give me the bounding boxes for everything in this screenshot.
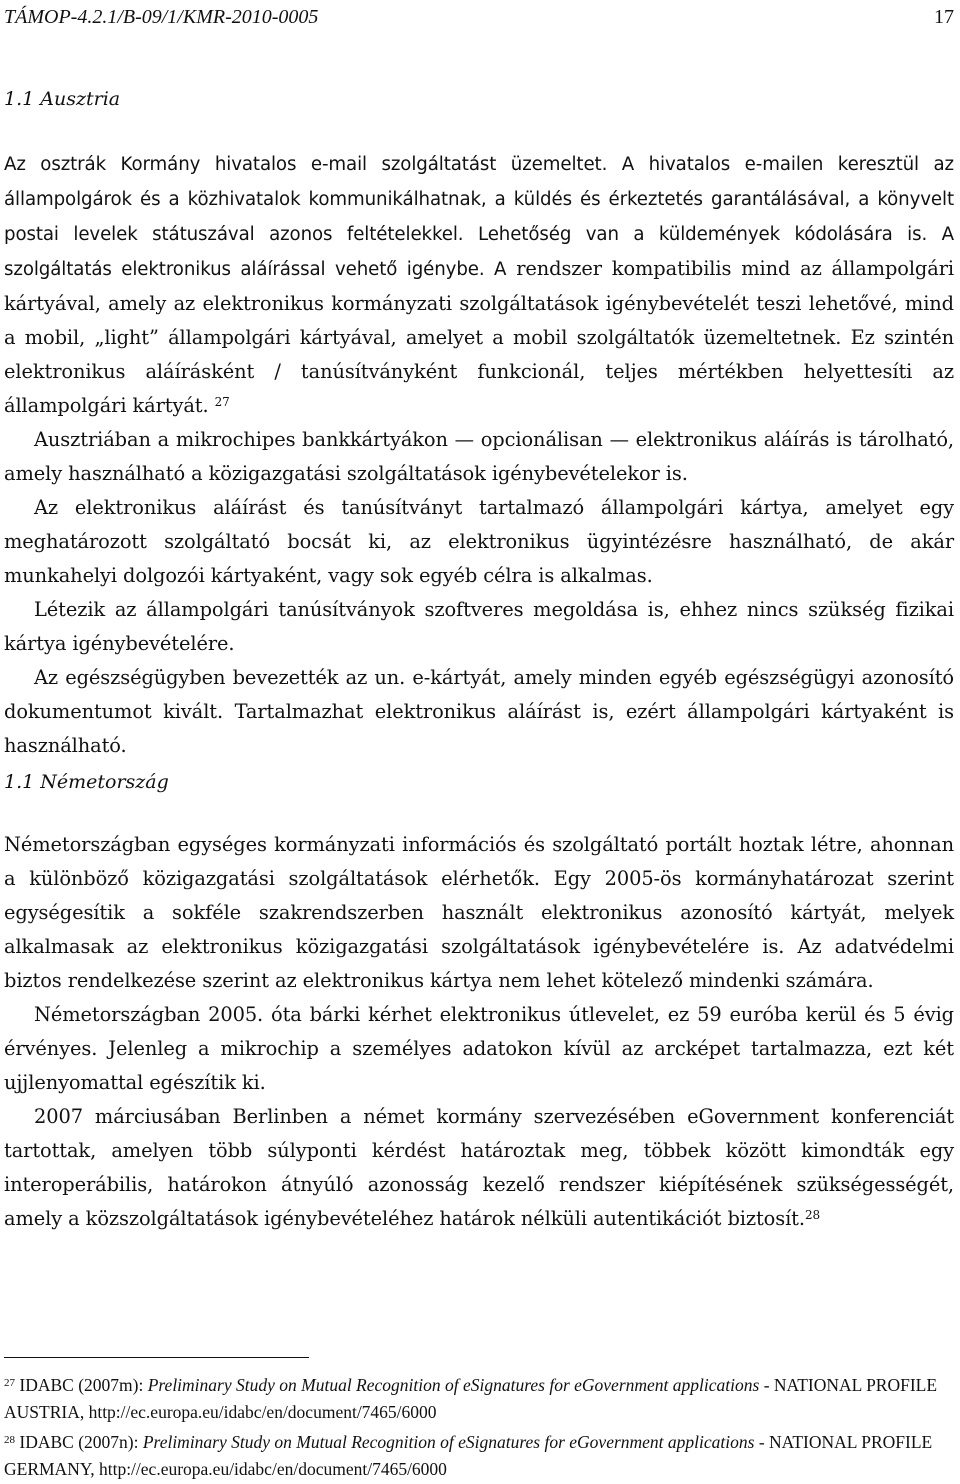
paragraph [4,1100,954,1236]
footnote-number: 28 [4,1434,15,1446]
paragraph: Létezik az állampolgári tanúsítványok szoftveres megoldása is, ehhez nincs szükség fizikai kártya igénybevételére. [4,598,954,655]
project-code: TÁMOP-4.2.1/B-09/1/KMR-2010-0005 [4,6,319,28]
footnote-prefix: IDABC (2007n): [19,1432,143,1452]
paragraph-serif-part: rendszer kompatibilis mind az állampolgári kártyával, amely az elektronikus kormányzati szolgáltatások igénybevételét teszi lehetővé, mind a mobil, „light” állampolgári kártyával, amelyet a mobil szolgáltatók üzemeltetnek. Ez szintén elektronikus aláírásként / tanúsítványként funkcionál, teljes mértékben helyettesíti az állampolgári kártyát. [4,257,954,417]
paragraph: Németországban egységes kormányzati információs és szolgáltató portált hoztak létre, ahonnan a különböző közigazgatási szolgáltatások elérhetők. Egy 2005-ös kormányhatározat szerint egységesítik a sokféle szakrendszerben használt elektronikus azonosító kártyát, melyek alkalmasak az elektronikus közigazgatási szolgáltatások igénybevételére is. Az adatvédelmi biztos rendelkezése szerint az elektronikus kártya nem lehet kötelező mindenki számára. [4,833,954,992]
footnote-number: 27 [4,1377,15,1389]
section-heading-austria: 1.1 Ausztria [4,88,121,110]
footnote-prefix: IDABC (2007m): [19,1375,148,1395]
section-body-germany [4,828,954,1236]
footnote-separator [4,1357,309,1358]
section-heading-germany: 1.1 Németország [4,771,169,793]
paragraph: Az egészségügyben bevezették az un. e-kártyát, amely minden egyéb egészségügyi azonosító dokumentumot kivált. Tartalmazhat elektronikus aláírást is, ezért állampolgári kártyaként is használható. [4,666,954,757]
page-number: 17 [934,6,954,28]
paragraph [4,147,954,423]
paragraph: Németországban 2005. óta bárki kérhet elektronikus útlevelet, ez 59 euróba kerül és 5 évig érvényes. Jelenleg a mikrochip a személyes adatokon kívül az arcképet tartalmazza, ezt két ujjlenyomattal egészítik ki. [4,1003,954,1094]
footnote-title: Preliminary Study on Mutual Recognition of eSignatures for eGovernment applications [142,1432,755,1452]
paragraph-sans-part: Az osztrák Kormány hivatalos e-mail szolgáltatást üzemeltet. A hivatalos e-mailen keresztül az állampolgárok és a közhivatalok kommunikálhatnak, a küldés és érkeztetés garantálásával, a könyvelt postai levelek státuszával azonos feltételekkel. Lehetőség van a küldemények kódolására is. A szolgáltatás elektronikus aláírással vehető igénybe. A [4,154,954,280]
footnote-ref-28[interactable]: 28 [804,1208,821,1222]
paragraph-text: 2007 márciusában Berlinben a német kormány szervezésében eGovernment konferenciát tartottak, amelyen több súlyponti kérdést határoztak meg, többek között kimondták egy interoperábilis, határokon átnyúló azonosság kezelő rendszer kiépítésének szükségességét, amely a közszolgáltatások igénybevételéhez határok nélküli autentikációt biztosít. [4,1105,954,1230]
footnote-title: Preliminary Study on Mutual Recognition of eSignatures for eGovernment applications [147,1375,760,1395]
footnote-28 [4,1429,954,1483]
paragraph: Ausztriában a mikrochipes bankkártyákon — opcionálisan — elektronikus aláírás is tárolható, amely használható a közigazgatási szolgáltatások igénybevételekor is. [4,428,954,485]
footnote-ref-27[interactable]: 27 [214,395,230,409]
section-body-austria [4,147,954,763]
paragraph: Az elektronikus aláírást és tanúsítványt tartalmazó állampolgári kártya, amelyet egy meghatározott szolgáltató bocsát ki, az elektronikus ügyintézésre használható, de akár munkahelyi dolgozói kártyaként, vagy sok egyéb célra is alkalmas. [4,496,954,587]
footnote-suffix[interactable]: - NATIONAL PROFILE GERMANY, http://ec.europa.eu/idabc/en/document/7465/6000 [4,1432,933,1479]
footnote-27 [4,1372,954,1426]
footnote-suffix[interactable]: - NATIONAL PROFILE AUSTRIA, http://ec.europa.eu/idabc/en/document/7465/6000 [4,1375,938,1422]
page-header [4,6,954,36]
